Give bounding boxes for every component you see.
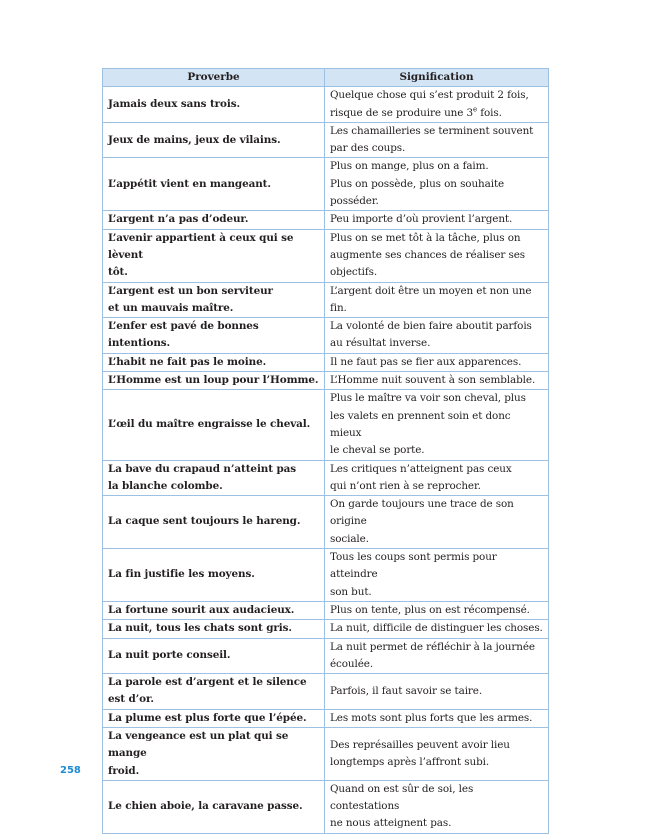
table-row [103, 158, 549, 211]
page-number: 258 [60, 765, 81, 776]
proverb-cell: La caque sent toujours le hareng. [103, 496, 325, 549]
table-row [103, 372, 549, 390]
meaning-cell: L’Homme nuit souvent à son semblable. [325, 372, 549, 390]
table-row [103, 709, 549, 727]
meaning-cell: Plus on se met tôt à la tâche, plus on augmente ses chances de réaliser ses objectifs. [325, 229, 549, 282]
proverb-cell: L’Homme est un loup pour l’Homme. [103, 372, 325, 390]
proverb-cell: Jeux de mains, jeux de vilains. [103, 122, 325, 158]
table-row [103, 674, 549, 710]
proverb-cell: La fortune sourit aux audacieux. [103, 601, 325, 619]
meaning-cell: Les chamailleries se terminent souvent par des coups. [325, 122, 549, 158]
proverb-cell: La vengeance est un plat qui se mange froid. [103, 727, 325, 780]
table-row [103, 353, 549, 371]
meaning-cell: L’argent doit être un moyen et non une fin. [325, 282, 549, 318]
table-row [103, 638, 549, 674]
meaning-cell: Quand on est sûr de soi, les contestations ne nous atteignent pas. [325, 780, 549, 833]
table-row [103, 211, 549, 229]
table-body [103, 87, 549, 833]
proverb-cell: L’argent est un bon serviteur et un mauvais maître. [103, 282, 325, 318]
proverbs-table [102, 68, 549, 834]
ordinal-superscript: e [473, 105, 478, 114]
proverb-cell: L’œil du maître engraisse le cheval. [103, 390, 325, 460]
proverb-cell: La nuit porte conseil. [103, 638, 325, 674]
table-row [103, 620, 549, 638]
proverb-cell: L’appétit vient en mangeant. [103, 158, 325, 211]
meaning-cell: La nuit permet de réfléchir à la journée écoulée. [325, 638, 549, 674]
proverb-cell: La fin justifie les moyens. [103, 549, 325, 602]
proverb-cell: L’argent n’a pas d’odeur. [103, 211, 325, 229]
table-row [103, 780, 549, 833]
header-signification: Signification [325, 69, 549, 87]
table-row [103, 496, 549, 549]
meaning-cell: Quelque chose qui s’est produit 2 fois, risque de se produire une 3e fois. [325, 87, 549, 123]
proverb-cell: L’avenir appartient à ceux qui se lèvent tôt. [103, 229, 325, 282]
table-header-row [103, 69, 549, 87]
meaning-cell: Il ne faut pas se fier aux apparences. [325, 353, 549, 371]
meaning-cell: La volonté de bien faire aboutit parfois au résultat inverse. [325, 318, 549, 354]
proverb-cell: La parole est d’argent et le silence est d’or. [103, 674, 325, 710]
table-row [103, 318, 549, 354]
proverb-cell: La bave du crapaud n’atteint pas la blanche colombe. [103, 460, 325, 496]
meaning-cell: Tous les coups sont permis pour atteindre son but. [325, 549, 549, 602]
table-row [103, 460, 549, 496]
meaning-cell: Plus le maître va voir son cheval, plus les valets en prennent soin et donc mieux le cheval se porte. [325, 390, 549, 460]
proverb-cell: L’habit ne fait pas le moine. [103, 353, 325, 371]
meaning-cell: Plus on tente, plus on est récompensé. [325, 601, 549, 619]
meaning-cell: Les mots sont plus forts que les armes. [325, 709, 549, 727]
meaning-cell: Des représailles peuvent avoir lieu longtemps après l’affront subi. [325, 727, 549, 780]
meaning-cell: Parfois, il faut savoir se taire. [325, 674, 549, 710]
table-row [103, 549, 549, 602]
meaning-cell: La nuit, difficile de distinguer les choses. [325, 620, 549, 638]
proverb-cell: La nuit, tous les chats sont gris. [103, 620, 325, 638]
meaning-cell: Les critiques n’atteignent pas ceux qui n’ont rien à se reprocher. [325, 460, 549, 496]
proverb-cell: Jamais deux sans trois. [103, 87, 325, 123]
table-row [103, 87, 549, 123]
table-row [103, 601, 549, 619]
header-proverbe: Proverbe [103, 69, 325, 87]
table-row [103, 390, 549, 460]
proverb-cell: Le chien aboie, la caravane passe. [103, 780, 325, 833]
meaning-cell: Peu importe d’où provient l’argent. [325, 211, 549, 229]
meaning-cell: Plus on mange, plus on a faim. Plus on possède, plus on souhaite posséder. [325, 158, 549, 211]
proverbs-table-container [102, 68, 548, 834]
proverb-cell: L’enfer est pavé de bonnes intentions. [103, 318, 325, 354]
proverb-cell: La plume est plus forte que l’épée. [103, 709, 325, 727]
table-row [103, 122, 549, 158]
table-row [103, 282, 549, 318]
table-row [103, 229, 549, 282]
meaning-cell: On garde toujours une trace de son origine sociale. [325, 496, 549, 549]
table-row [103, 727, 549, 780]
